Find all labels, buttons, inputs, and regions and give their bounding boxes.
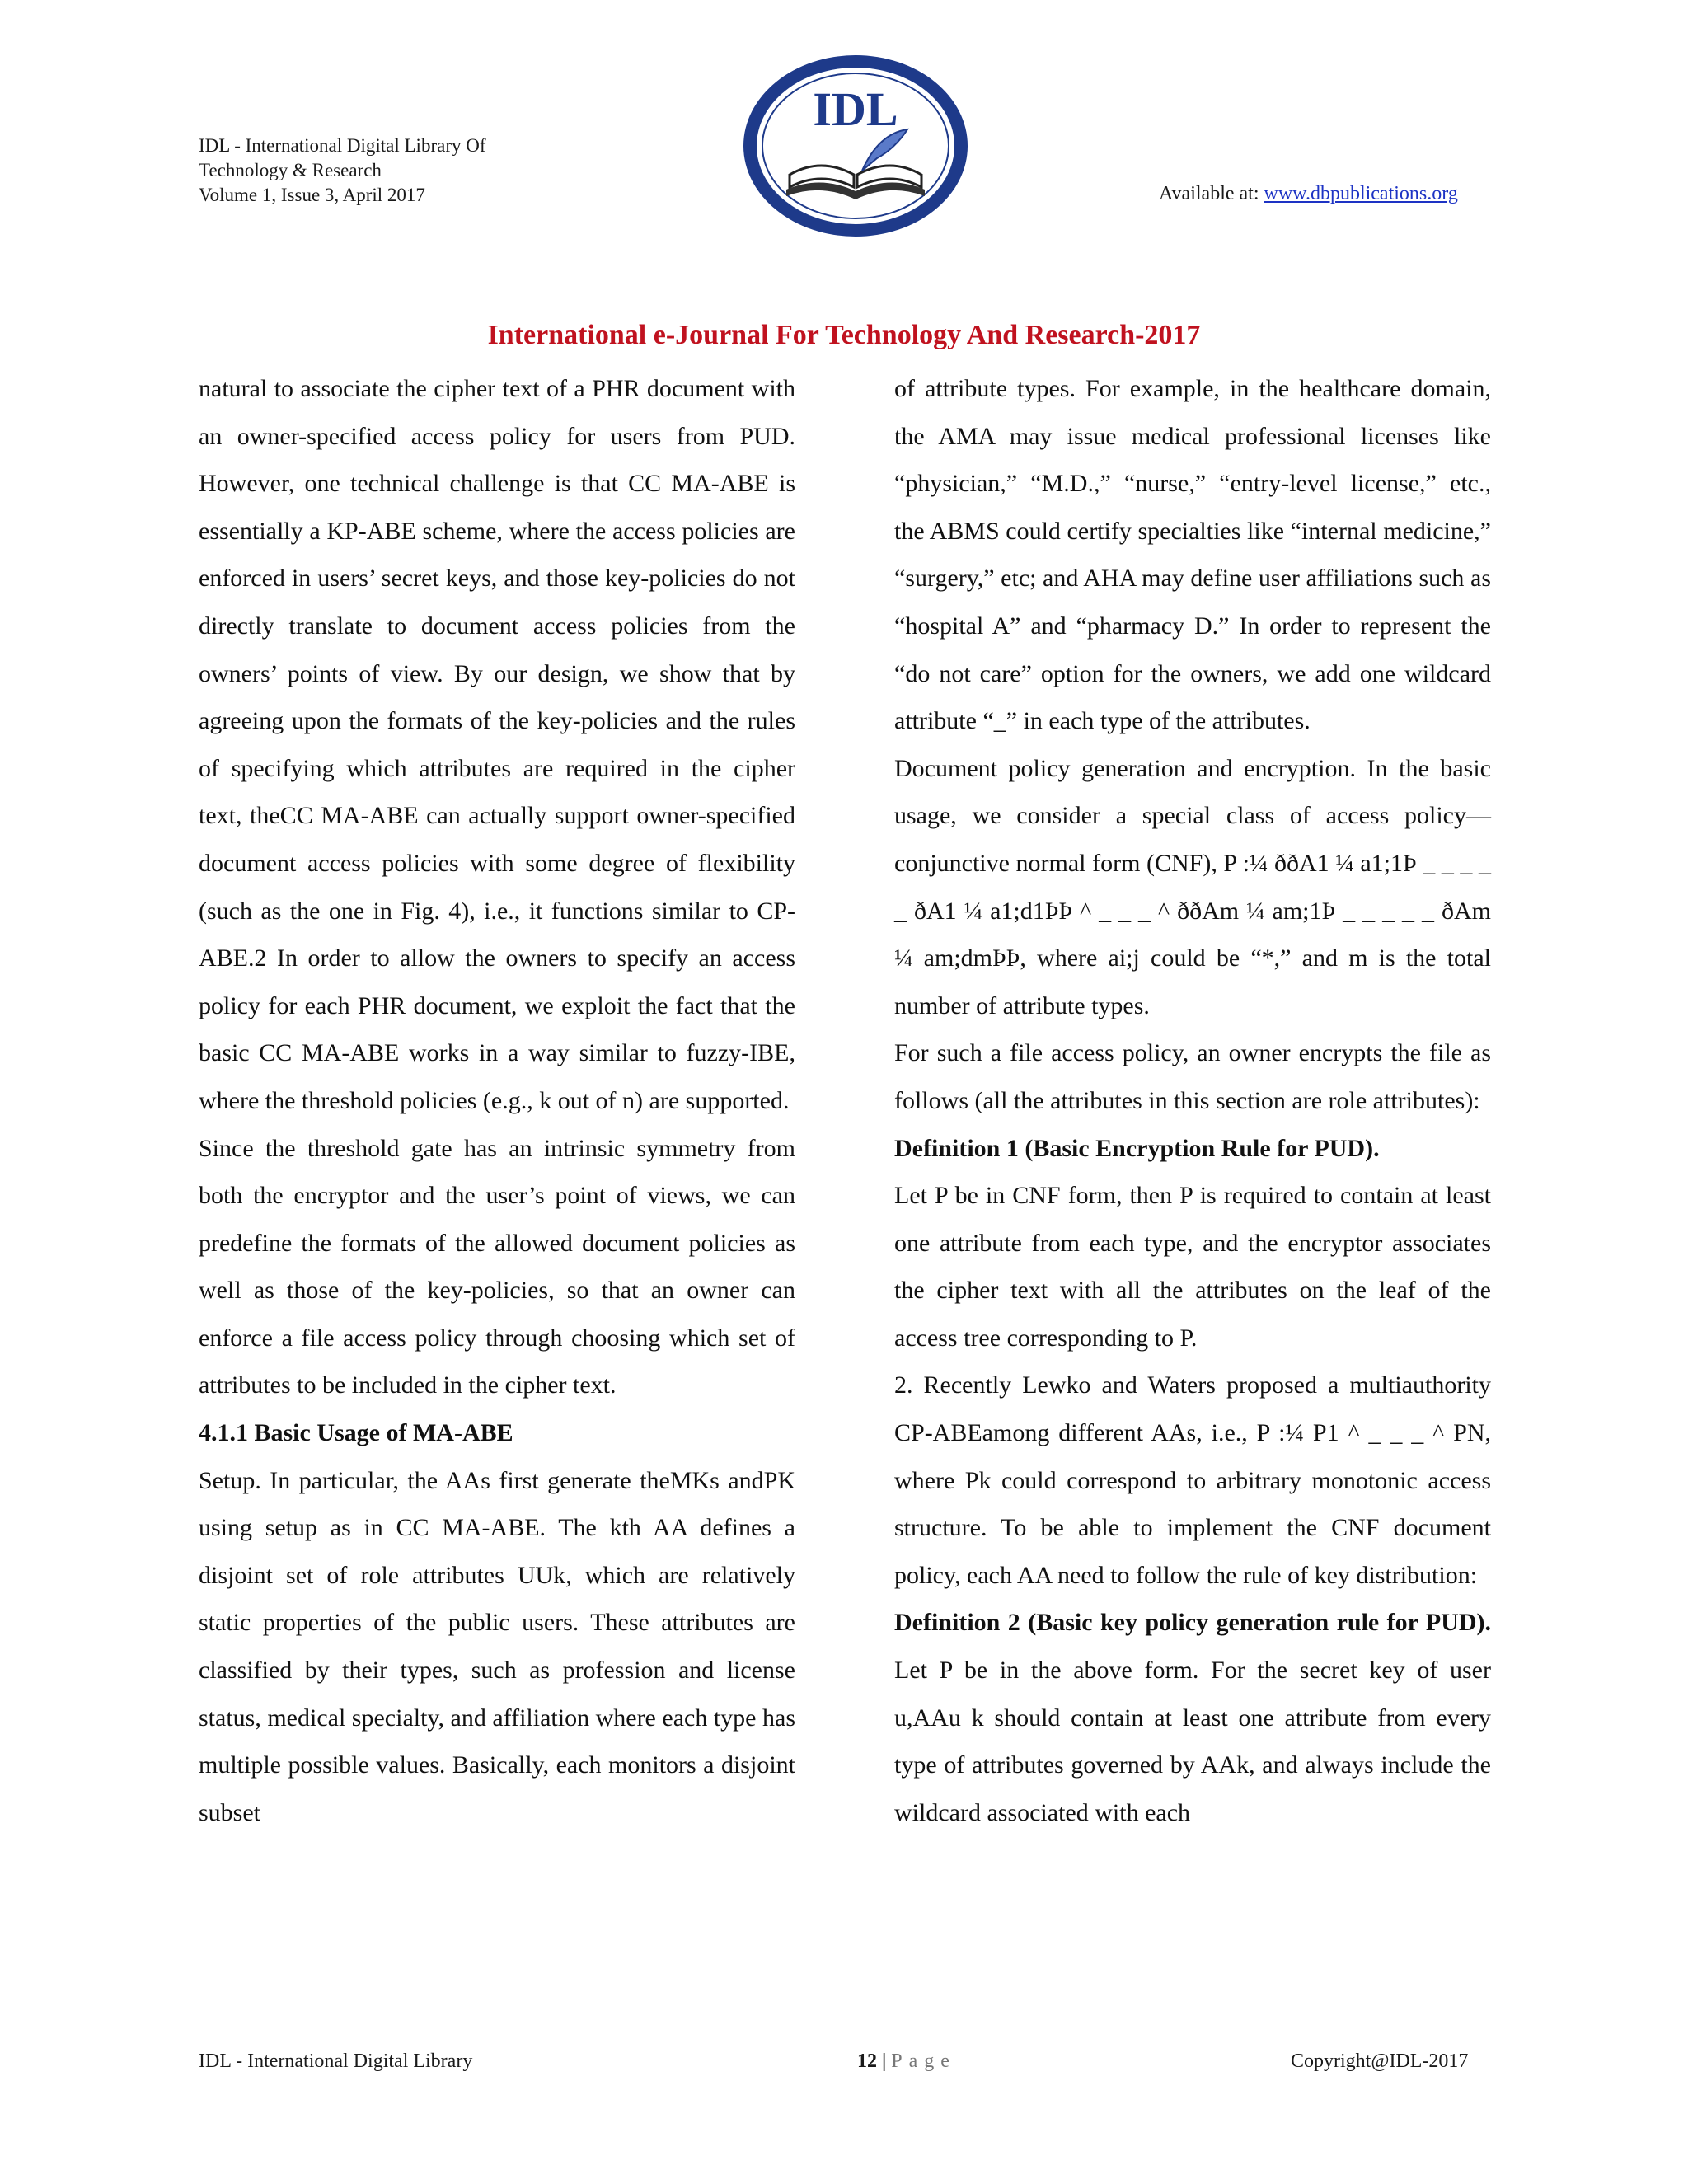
right-paragraph-1: of attribute types. For example, in the healthcare domain, the AMA may issue medical professional licenses like “physician,” “M.D.,” “nurse,” “entry-level license,” etc., the ABMS could certify specialties like “internal medicine,” “surgery,” etc; and AHA may define user affiliations such as “hospital A” and “pharmacy D.” In order to represent the “do not care” option for the owners, we add one wildcard attribute “_” in each type of the attributes. — [894, 375, 1491, 735]
idl-logo — [738, 51, 973, 241]
page-number: 12 — [857, 2050, 877, 2072]
definition-1-title: Definition 1 (Basic Encryption Rule for PUD). — [894, 1134, 1380, 1162]
left-column — [199, 365, 795, 1836]
right-paragraph-3: For such a file access policy, an owner encrypts the file as follows (all the attributes in this section are role attributes): — [894, 1039, 1491, 1114]
definition-1-body: Let P be in CNF form, then P is required to contain at least one attribute from each type, and the encryptor associates the cipher text with all the attributes on the leaf of the access tree corresponding to P. — [894, 1182, 1491, 1352]
left-paragraph-3: Setup. In particular, the AAs first generate theMKs andPK using setup as in CC MA-ABE. The kth AA defines a disjoint set of role attributes UUk, which are relatively static properties of the public users. These attributes are classified by their types, such as profession and license status, medical specialty, and affiliation where each type has multiple possible values. Basically, each monitors a disjoint subset — [199, 1466, 795, 1826]
definition-2-body: Let P be in the above form. For the secret key of user u,AAu k should contain at least one attribute from every type of attributes governed by AAk, and always include the wildcard associated with each — [894, 1657, 1491, 1826]
header-line-1: IDL - International Digital Library Of — [199, 135, 486, 156]
availability-note — [1159, 183, 1458, 205]
right-column — [894, 365, 1491, 1836]
header-line-3: Volume 1, Issue 3, April 2017 — [199, 185, 425, 205]
page-word: Page — [891, 2050, 956, 2072]
journal-title: International e-Journal For Technology And Research-2017 — [487, 320, 1201, 350]
logo-text: IDL — [813, 82, 898, 136]
left-paragraph-1: natural to associate the cipher text of a PHR document with an owner-specified access policy for users from PUD. However, one technical challenge is that CC MA-ABE is essentially a KP-ABE scheme, where the access policies are enforced in users’ secret keys, and those key-policies do not directly translate to document access policies from the owners’ points of view. By our design, we show that by agreeing upon the formats of the key-policies and the rules of specifying which attributes are required in the cipher text, theCC MA-ABE can actually support owner-specified document access policies with some degree of flexibility (such as the one in Fig. 4), i.e., it functions similar to CP-ABE.2 In order to allow the owners to specify an access policy for each PHR document, we exploit the fact that the basic CC MA-ABE works in a way similar to fuzzy-IBE, where the threshold policies (e.g., k out of n) are supported. — [199, 375, 795, 1114]
publisher-link[interactable]: www.dbpublications.org — [1264, 183, 1458, 204]
footer-page-indicator — [857, 2050, 956, 2073]
footer-library-name: IDL - International Digital Library — [199, 2050, 473, 2072]
definition-2-title: Definition 2 (Basic key policy generation rule for PUD). — [894, 1609, 1491, 1637]
availability-label: Available at: — [1159, 183, 1264, 204]
right-paragraph-4: 2. Recently Lewko and Waters proposed a multiauthority CP-ABEamong different AAs, i.e., P :¼ P1 ^ _ _ _ ^ PN, where Pk could correspond to arbitrary monotonic access structure. To be able to implement the CNF document policy, each AA need to follow the rule of key distribution: — [894, 1371, 1491, 1589]
footer-copyright: Copyright@IDL-2017 — [1291, 2050, 1469, 2072]
header-publication-info — [199, 134, 486, 208]
header-line-2: Technology & Research — [199, 160, 382, 180]
page-separator: | — [877, 2050, 892, 2072]
left-paragraph-2: Since the threshold gate has an intrinsic symmetry from both the encryptor and the user’s point of views, we can predefine the formats of the allowed document policies as well as those of the key-policies, so that an owner can enforce a file access policy through choosing which set of attributes to be included in the cipher text. — [199, 1134, 795, 1399]
section-heading: 4.1.1 Basic Usage of MA-ABE — [199, 1419, 513, 1447]
right-paragraph-2: Document policy generation and encryption. In the basic usage, we consider a special class of access policy—conjunctive normal form (CNF), P :¼ ððA1 ¼ a1;1Þ _ _ _ _ _ ðA1 ¼ a1;d1ÞÞ ^ _ _ _ ^ ððAm ¼ am;1Þ _ _ _ _ _ ðAm ¼ am;dmÞÞ, where ai;j could be “*,” and m is the total number of attribute types. — [894, 754, 1491, 1019]
definition-2 — [894, 1599, 1491, 1836]
